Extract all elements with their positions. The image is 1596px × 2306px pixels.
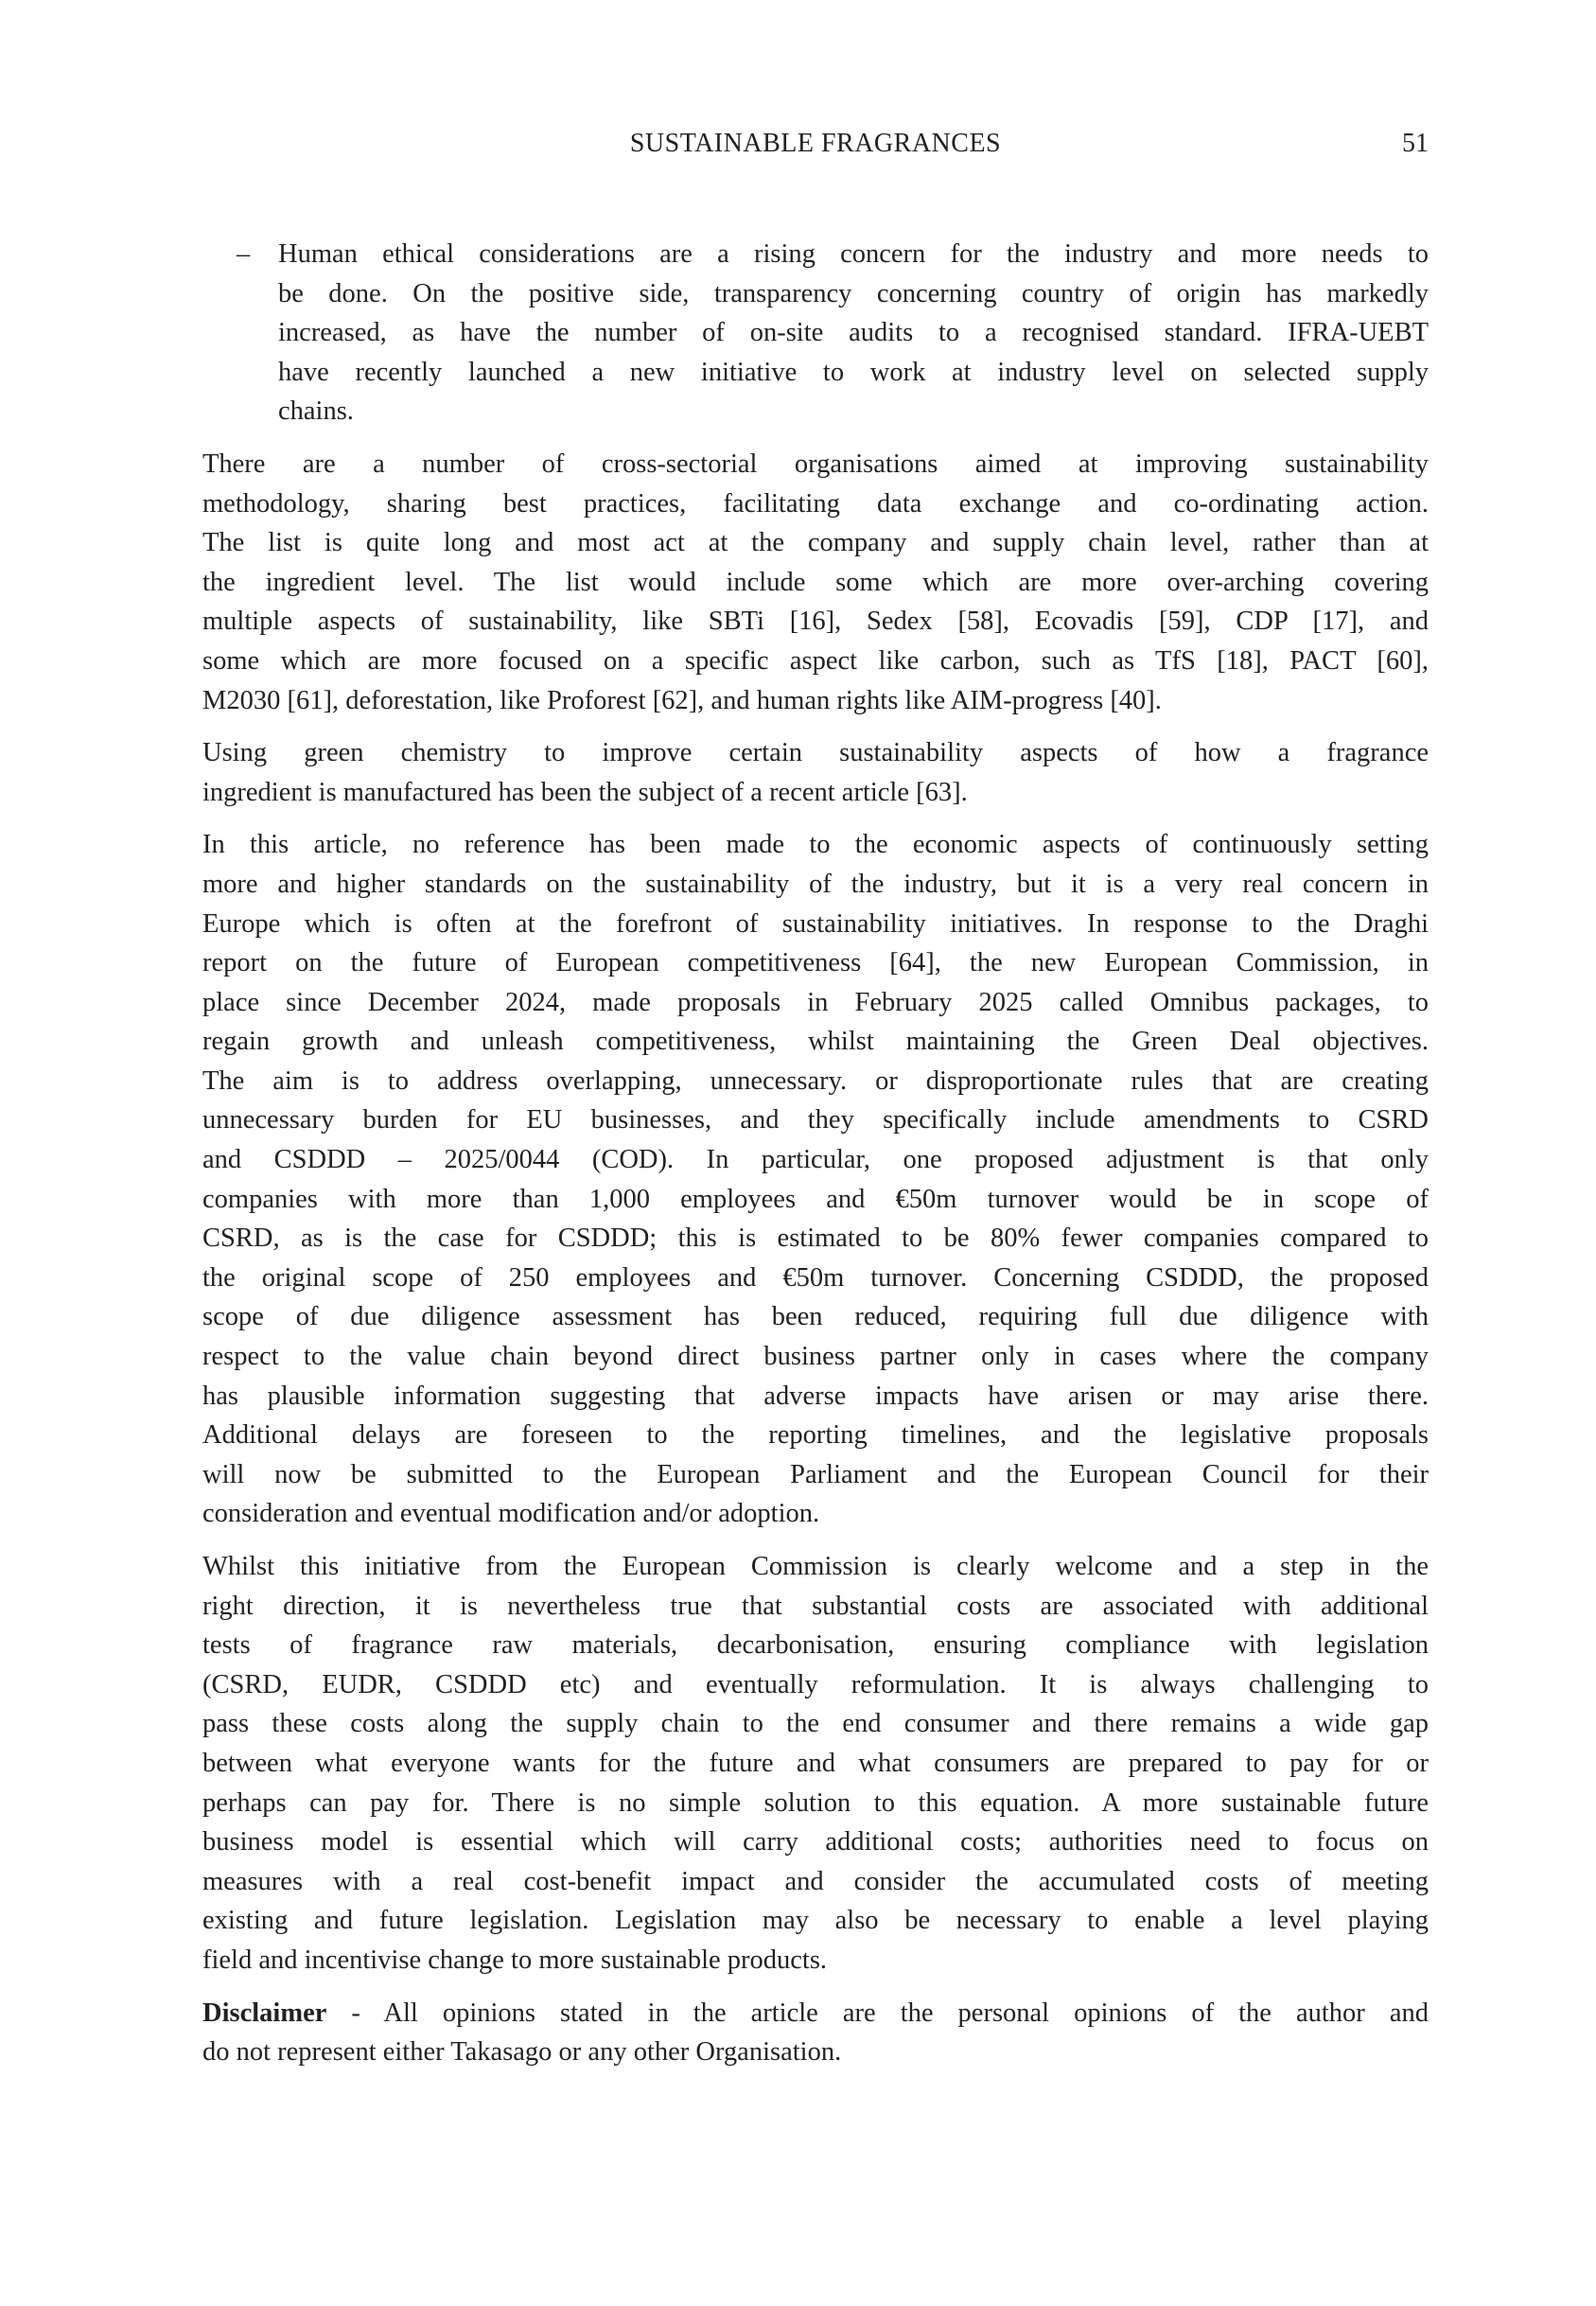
text-line: place since December 2024, made proposals in February 2025 called Omnibus packages, to (202, 987, 1429, 1017)
disclaimer-text: - All opinions stated in the article are the personal opinions of the author and (326, 1998, 1429, 2028)
disclaimer-label: Disclaimer (202, 1998, 327, 2028)
text-line: existing and future legislation. Legislation may also be necessary to enable a level playing (202, 1906, 1429, 1936)
paragraph (202, 445, 1429, 720)
article-body (202, 235, 1429, 2086)
text-line: and CSDDD – 2025/0044 (COD). In particular, one proposed adjustment is that only (202, 1145, 1429, 1175)
text-line: some which are more focused on a specific aspect like carbon, such as TfS [18], PACT [60], (202, 645, 1429, 676)
text-line: ingredient is manufactured has been the subject of a recent article [63]. (202, 777, 968, 807)
text-line: CSRD, as is the case for CSDDD; this is estimated to be 80% fewer companies compared to (202, 1223, 1429, 1254)
running-title: SUSTAINABLE FRAGRANCES (629, 129, 1002, 158)
paragraph (202, 1547, 1429, 1980)
text-line: multiple aspects of sustainability, like SBTi [16], Sedex [58], Ecovadis [59], CDP [17], and (202, 607, 1429, 637)
text-line: the ingredient level. The list would include some which are more over-arching covering (202, 567, 1429, 597)
text-line: In this article, no reference has been made to the economic aspects of continuously setting (202, 830, 1429, 860)
text-line: consideration and eventual modification and/or adoption. (202, 1499, 820, 1529)
text-line: regain growth and unleash competitiveness, whilst maintaining the Green Deal objectives. (202, 1027, 1429, 1057)
paragraph (202, 825, 1429, 1534)
text-line: right direction, it is nevertheless true that substantial costs are associated with additional (202, 1591, 1429, 1621)
text-line: chains. (278, 396, 354, 427)
text-line: be done. On the positive side, transparency concerning country of origin has markedly (278, 278, 1429, 308)
text-line: pass these costs along the supply chain to the end consumer and there remains a wide gap (202, 1709, 1429, 1739)
text-line: respect to the value chain beyond direct business partner only in cases where the company (202, 1342, 1429, 1372)
text-line: more and higher standards on the sustainability of the industry, but it is a very real concern in (202, 869, 1429, 899)
text-line: scope of due diligence assessment has been reduced, requiring full due diligence with (202, 1302, 1429, 1332)
bullet-item (202, 235, 1429, 431)
text-line: between what everyone wants for the future and what consumers are prepared to pay for or (202, 1748, 1429, 1778)
text-line (202, 1994, 1429, 2033)
page-number: 51 (1402, 129, 1429, 158)
text-line: methodology, sharing best practices, facilitating data exchange and co-ordinating action. (202, 488, 1429, 519)
text-line: measures with a real cost-benefit impact and consider the accumulated costs of meeting (202, 1866, 1429, 1896)
text-line: will now be submitted to the European Parliament and the European Council for their (202, 1459, 1429, 1489)
text-line: do not represent either Takasago or any other Organisation. (202, 2037, 842, 2068)
text-line: perhaps can pay for. There is no simple solution to this equation. A more sustainable future (202, 1787, 1429, 1818)
text-line: unnecessary burden for EU businesses, and they specifically include amendments to CSRD (202, 1105, 1429, 1135)
text-line: tests of fragrance raw materials, decarbonisation, ensuring compliance with legislation (202, 1630, 1429, 1661)
bullet-dash: – (237, 239, 251, 269)
text-line: field and incentivise change to more sustainable products. (202, 1945, 828, 1975)
page-header (202, 129, 1429, 167)
text-line: The aim is to address overlapping, unnecessary. or disproportionate rules that are creating (202, 1065, 1429, 1096)
text-line: report on the future of European competitiveness [64], the new European Commission, in (202, 948, 1429, 978)
text-line: the original scope of 250 employees and €50m turnover. Concerning CSDDD, the proposed (202, 1262, 1429, 1293)
text-line: has plausible information suggesting that adverse impacts have arisen or may arise there. (202, 1381, 1429, 1411)
text-line: companies with more than 1,000 employees and €50m turnover would be in scope of (202, 1184, 1429, 1214)
disclaimer (202, 1994, 1429, 2072)
text-line: Whilst this initiative from the European Commission is clearly welcome and a step in the (202, 1552, 1429, 1581)
text-line: business model is essential which will carry additional costs; authorities need to focus on (202, 1827, 1429, 1857)
text-line: M2030 [61], deforestation, like Proforest [62], and human rights like AIM-progress [40]. (202, 685, 1162, 715)
text-line: increased, as have the number of on-site audits to a recognised standard. IFRA-UEBT (278, 318, 1429, 348)
text-line: have recently launched a new initiative to work at industry level on selected supply (278, 357, 1429, 387)
text-line: Using green chemistry to improve certain sustainability aspects of how a fragrance (202, 738, 1429, 768)
text-line: (CSRD, EUDR, CSDDD etc) and eventually reformulation. It is always challenging to (202, 1669, 1429, 1699)
text-line: The list is quite long and most act at the company and supply chain level, rather than at (202, 528, 1429, 558)
text-line: Europe which is often at the forefront of sustainability initiatives. In response to the Draghi (202, 908, 1429, 939)
text-line: Human ethical considerations are a rising concern for the industry and more needs to (278, 239, 1429, 269)
paragraph (202, 733, 1429, 812)
text-line: There are a number of cross-sectorial organisations aimed at improving sustainability (202, 449, 1429, 479)
text-line: Additional delays are foreseen to the reporting timelines, and the legislative proposals (202, 1420, 1429, 1451)
